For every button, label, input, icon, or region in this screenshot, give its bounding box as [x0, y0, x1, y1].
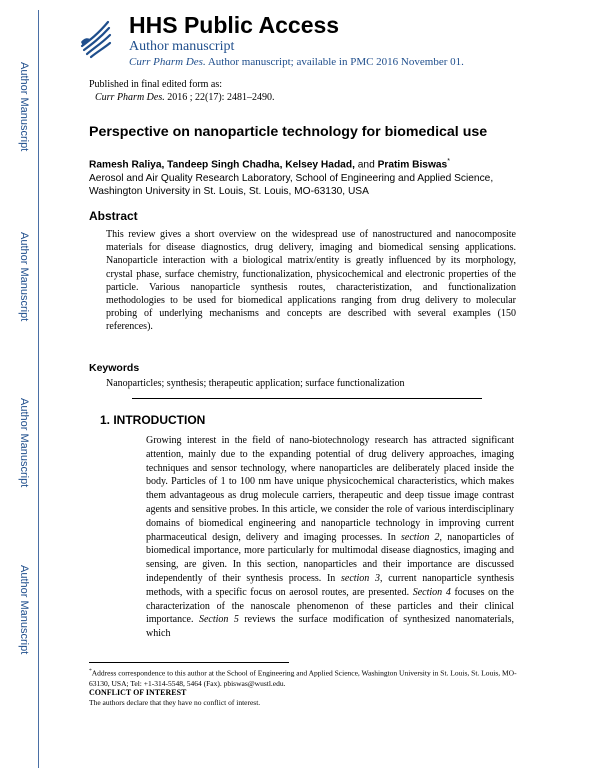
section-4-reference: Section 4: [412, 586, 451, 598]
introduction-heading: 1. INTRODUCTION: [100, 413, 206, 427]
section-3-reference: section 3: [340, 572, 381, 584]
author-manuscript-sidebar: [0, 0, 45, 776]
sidebar-label-1: Author Manuscript: [18, 62, 30, 152]
sidebar-divider: [38, 10, 39, 768]
abstract-heading: Abstract: [89, 209, 138, 223]
section-2-reference: section 2: [401, 531, 440, 543]
header-journal-availability: Author manuscript; available in PMC 2016 November 01.: [205, 56, 464, 68]
conflict-text: The authors declare that they have no conflict of interest.: [89, 698, 261, 707]
header-title: HHS Public Access: [129, 12, 340, 38]
affiliation-line-2: Washington University in St. Louis, St. Louis, MO-63130, USA: [89, 186, 369, 198]
author-list: Ramesh Raliya, Tandeep Singh Chadha, Kelsey Hadad,: [89, 159, 355, 171]
corresponding-marker: *: [447, 158, 450, 165]
publication-info: [89, 78, 274, 104]
header-journal-line: [129, 56, 464, 68]
header-journal-name: Curr Pharm Des.: [129, 56, 206, 68]
publication-line: Published in final edited form as:: [89, 79, 223, 90]
abstract-text: This review gives a short overview on the widespread use of nanostructured and nanocomposite materials for disease diagnostics, drug delivery, imaging and biomedical sensing applications. Nanoparticle interaction with a biological matrix/entity is greatly influenced by its morphology, crystal phase, surface chemistry, functionalization, physicochemical and electronic properties of the particle. Various nanoparticle synthesis routes, characteristization, and functionalization methodologies to be used for biomedical applications ranging from drug delivery to molecular probing of underlying mechanisms and concepts are described with several examples (150 references).: [106, 229, 516, 333]
publication-journal: Curr Pharm Des.: [95, 92, 165, 103]
publication-volume: 2016 ; 22(17): 2481–2490.: [164, 92, 275, 103]
affiliation-line-1: Aerosol and Air Quality Research Laboratory, School of Engineering and Applied Science,: [89, 172, 494, 184]
author-and: and: [354, 159, 378, 171]
correspondence-footnote: [89, 666, 519, 689]
conflict-heading: CONFLICT OF INTEREST: [89, 688, 187, 697]
publication-citation: [89, 91, 274, 104]
header-subtitle: Author manuscript: [129, 39, 235, 54]
keywords-divider: [132, 398, 482, 399]
keywords-text: Nanoparticles; synthesis; therapeutic application; surface functionalization: [106, 378, 405, 389]
intro-text-4: focuses on the characterization of the nanoscale phenomenon of these particles and their clinical importance.: [146, 586, 514, 626]
article-title: Perspective on nanoparticle technology for biomedical use: [89, 124, 488, 140]
intro-text-1: Growing interest in the field of nano-biotechnology research has attracted significant attention, mainly due to the expanding potential of drug delivery approaches, imaging techniques and sensor technology, where nanoparticles are deliberately placed inside the body. Particles of 1 to 100 nm have unique physicochemical characteristics, which makes them advantageous as drug molecule carriers, therapeutic and deep tissue image contrast agents and sensitive probes. In this article, we consider the role of various interdisciplinary domains of biomedical engineering and nanoparticle technology in improving current pharmaceutical design, delivery and imaging processes. In: [146, 435, 514, 543]
intro-text-2: , nanoparticles of biomedical importance, more particularly for multimodal disease diagnostics, imaging and sensing, are given. In this section, nanoparticles and their importance are discussed independently of their synthesis process. In: [146, 531, 514, 584]
sidebar-label-4: Author Manuscript: [18, 565, 30, 655]
footnote-divider: [89, 662, 289, 663]
intro-text-3: , current nanoparticle synthesis methods, with a specific focus on aerosol routes, are presented.: [146, 572, 515, 598]
introduction-paragraph: [146, 434, 514, 641]
author-block: [89, 155, 569, 199]
intro-text-5: reviews the surface modification of synthesized nanomaterials, which: [146, 614, 514, 640]
keywords-heading: Keywords: [89, 362, 140, 374]
hhs-eagle-logo-icon: [78, 16, 112, 60]
sidebar-label-3: Author Manuscript: [18, 398, 30, 488]
author-last: Pratim Biswas: [377, 159, 448, 171]
footnote-marker: *: [89, 668, 92, 674]
footnote-text: Address correspondence to this author at the School of Engineering and Applied Science, Washington University in St. Louis, St. Louis, MO-63130, USA; Tel: +1-314-5548, 5464 (Fax). pbiswas@wustl.edu.: [89, 668, 517, 688]
section-5-reference: Section 5: [198, 614, 239, 626]
author-names: [89, 155, 569, 172]
sidebar-label-2: Author Manuscript: [18, 232, 30, 322]
